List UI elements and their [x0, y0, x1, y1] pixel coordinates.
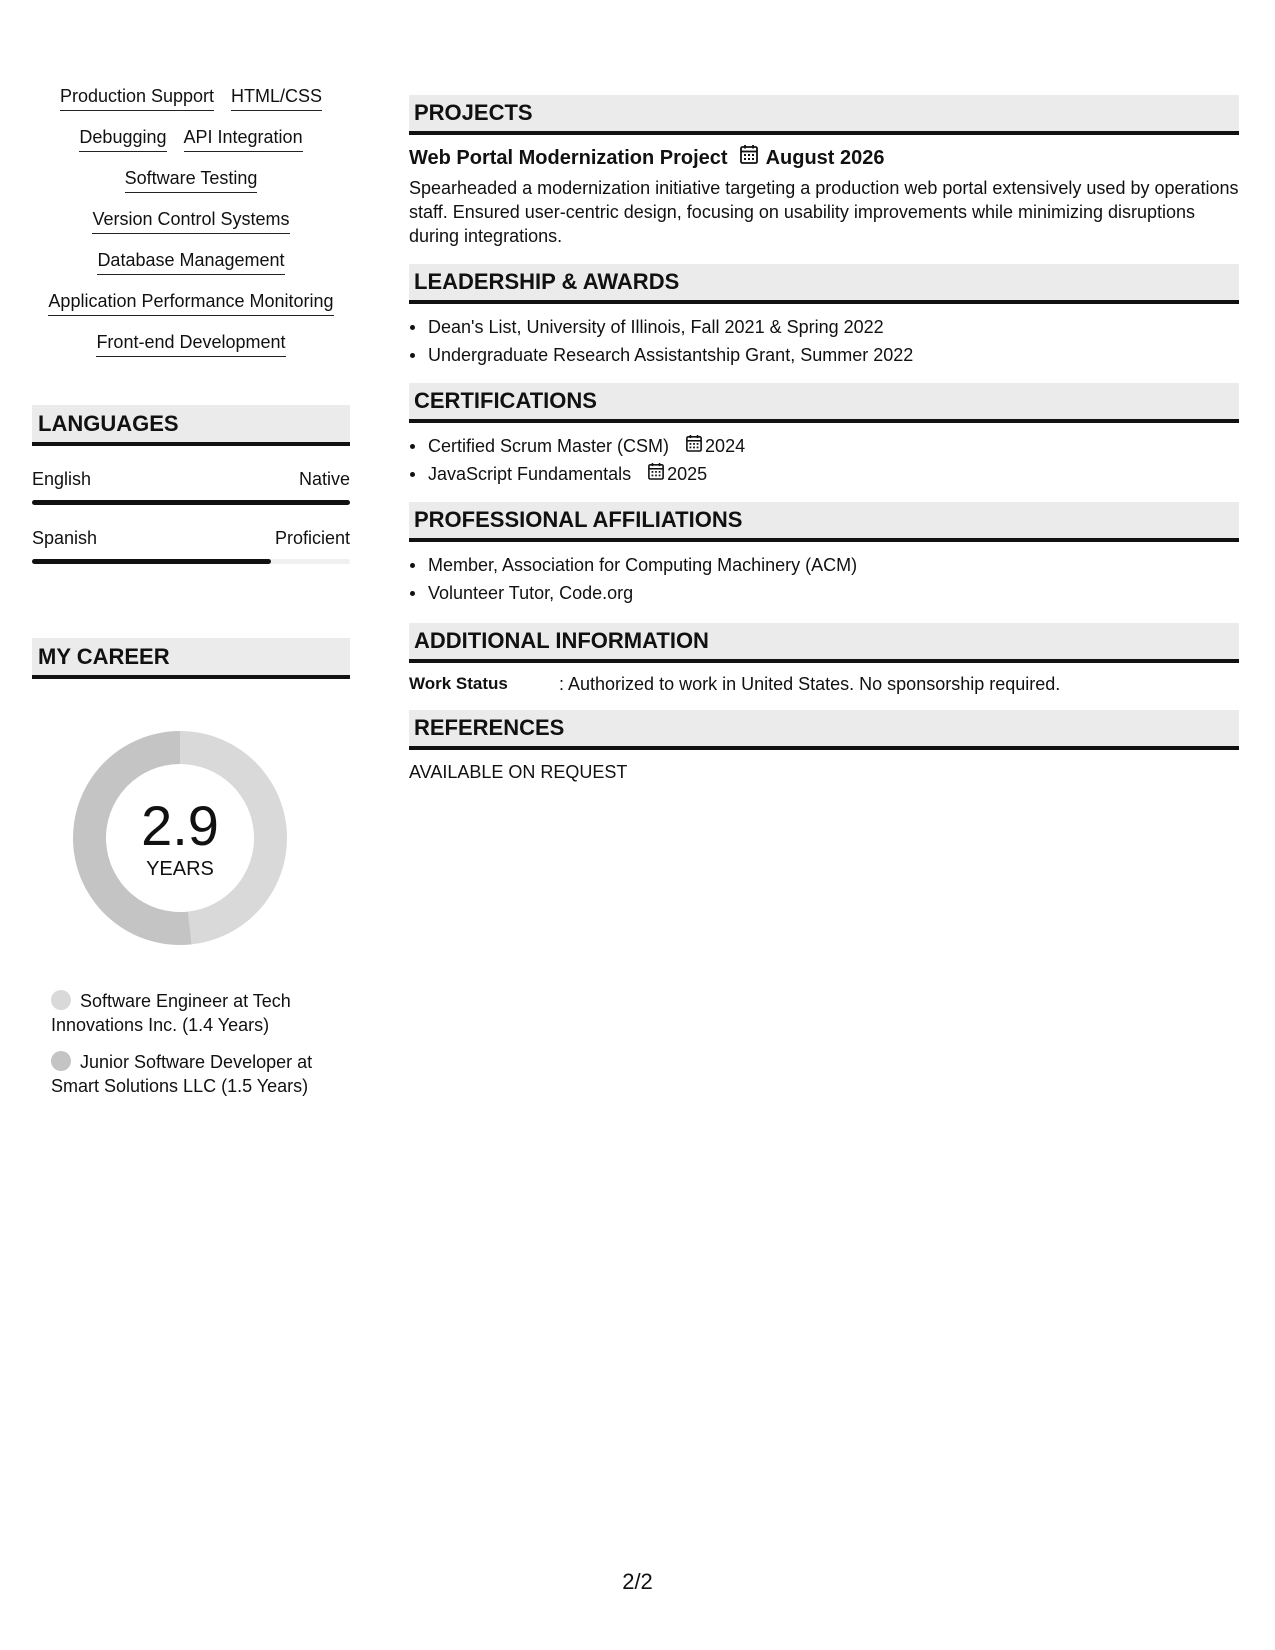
certifications-section [409, 383, 1239, 488]
skill-tag: Database Management [97, 248, 284, 275]
language-proficiency-bar [32, 559, 350, 564]
career-donut [65, 723, 295, 953]
calendar-icon [686, 432, 702, 460]
references-text: AVAILABLE ON REQUEST [409, 762, 628, 782]
references-heading: REFERENCES [409, 710, 1239, 750]
skill-tag: HTML/CSS [231, 84, 322, 111]
legend-item [51, 1050, 341, 1098]
language-proficiency-fill [32, 559, 271, 564]
calendar-icon [648, 460, 664, 488]
list-item: Volunteer Tutor, Code.org [409, 579, 1239, 607]
career-legend [32, 989, 350, 1098]
skill-tag: Debugging [79, 125, 166, 152]
language-level: Native [298, 469, 350, 489]
projects-heading: PROJECTS [409, 95, 1239, 135]
languages-heading: LANGUAGES [32, 405, 350, 446]
language-name: English [32, 469, 92, 489]
leadership-list [409, 313, 1239, 369]
career-unit: YEARS [146, 858, 214, 880]
work-status-value: : Authorized to work in United States. No sponsorship required. [559, 674, 1061, 694]
career-total: 2.9 [141, 794, 219, 857]
calendar-icon [740, 144, 758, 171]
list-item [409, 460, 1239, 488]
page-number: 2/2 [622, 1569, 653, 1594]
legend-dot [51, 1051, 71, 1071]
project-title-row [409, 144, 1239, 171]
list-item: Member, Association for Computing Machinery (ACM) [409, 551, 1239, 579]
skill-tag: Front-end Development [96, 330, 285, 357]
legend-dot [51, 990, 71, 1010]
list-item: Dean's List, University of Illinois, Fall 2021 & Spring 2022 [409, 313, 1239, 341]
skill-tag: Software Testing [125, 166, 258, 193]
cert-year: 2025 [667, 464, 708, 484]
references-section [409, 710, 1239, 784]
leadership-section [409, 264, 1239, 369]
language-proficiency-bar [32, 500, 350, 505]
project-date: August 2026 [765, 146, 885, 169]
skill-tag: Version Control Systems [92, 207, 289, 234]
legend-item [51, 989, 341, 1037]
work-status-label: Work Status [409, 674, 508, 693]
leadership-heading: LEADERSHIP & AWARDS [409, 264, 1239, 304]
certifications-heading: CERTIFICATIONS [409, 383, 1239, 423]
career-heading: MY CAREER [32, 638, 350, 679]
legend-label: Software Engineer at Tech Innovations Inc. (1.4 Years) [51, 991, 291, 1035]
list-item: Undergraduate Research Assistantship Grant, Summer 2022 [409, 341, 1239, 369]
language-level: Proficient [274, 528, 350, 548]
certifications-list [409, 432, 1239, 488]
sidebar [32, 84, 350, 1111]
language-name: Spanish [32, 528, 98, 548]
affiliations-heading: PROFESSIONAL AFFILIATIONS [409, 502, 1239, 542]
list-item [409, 432, 1239, 460]
skills-list [32, 84, 350, 357]
main-column [409, 95, 1239, 784]
cert-year: 2024 [705, 436, 746, 456]
skill-tag: API Integration [184, 125, 303, 152]
language-item [32, 468, 350, 505]
skill-tag: Application Performance Monitoring [48, 289, 333, 316]
skill-tag: Production Support [60, 84, 214, 111]
affiliations-section [409, 502, 1239, 607]
project-title: Web Portal Modernization Project [409, 146, 728, 169]
language-item [32, 527, 350, 564]
project-description: Spearheaded a modernization initiative targeting a production web portal extensively used by operations staff. Ensured user-centric design, focusing on usability improvements while minimizing disruptions during integrations. [409, 178, 1239, 246]
legend-label: Junior Software Developer at Smart Solutions LLC (1.5 Years) [51, 1052, 313, 1096]
affiliations-list [409, 551, 1239, 607]
additional-info-heading: ADDITIONAL INFORMATION [409, 623, 1239, 663]
additional-info-section [409, 623, 1239, 696]
work-status-row [409, 672, 1239, 696]
cert-name: Certified Scrum Master (CSM) [428, 436, 670, 456]
projects-section [409, 95, 1239, 248]
cert-name: JavaScript Fundamentals [428, 464, 632, 484]
language-proficiency-fill [32, 500, 350, 505]
